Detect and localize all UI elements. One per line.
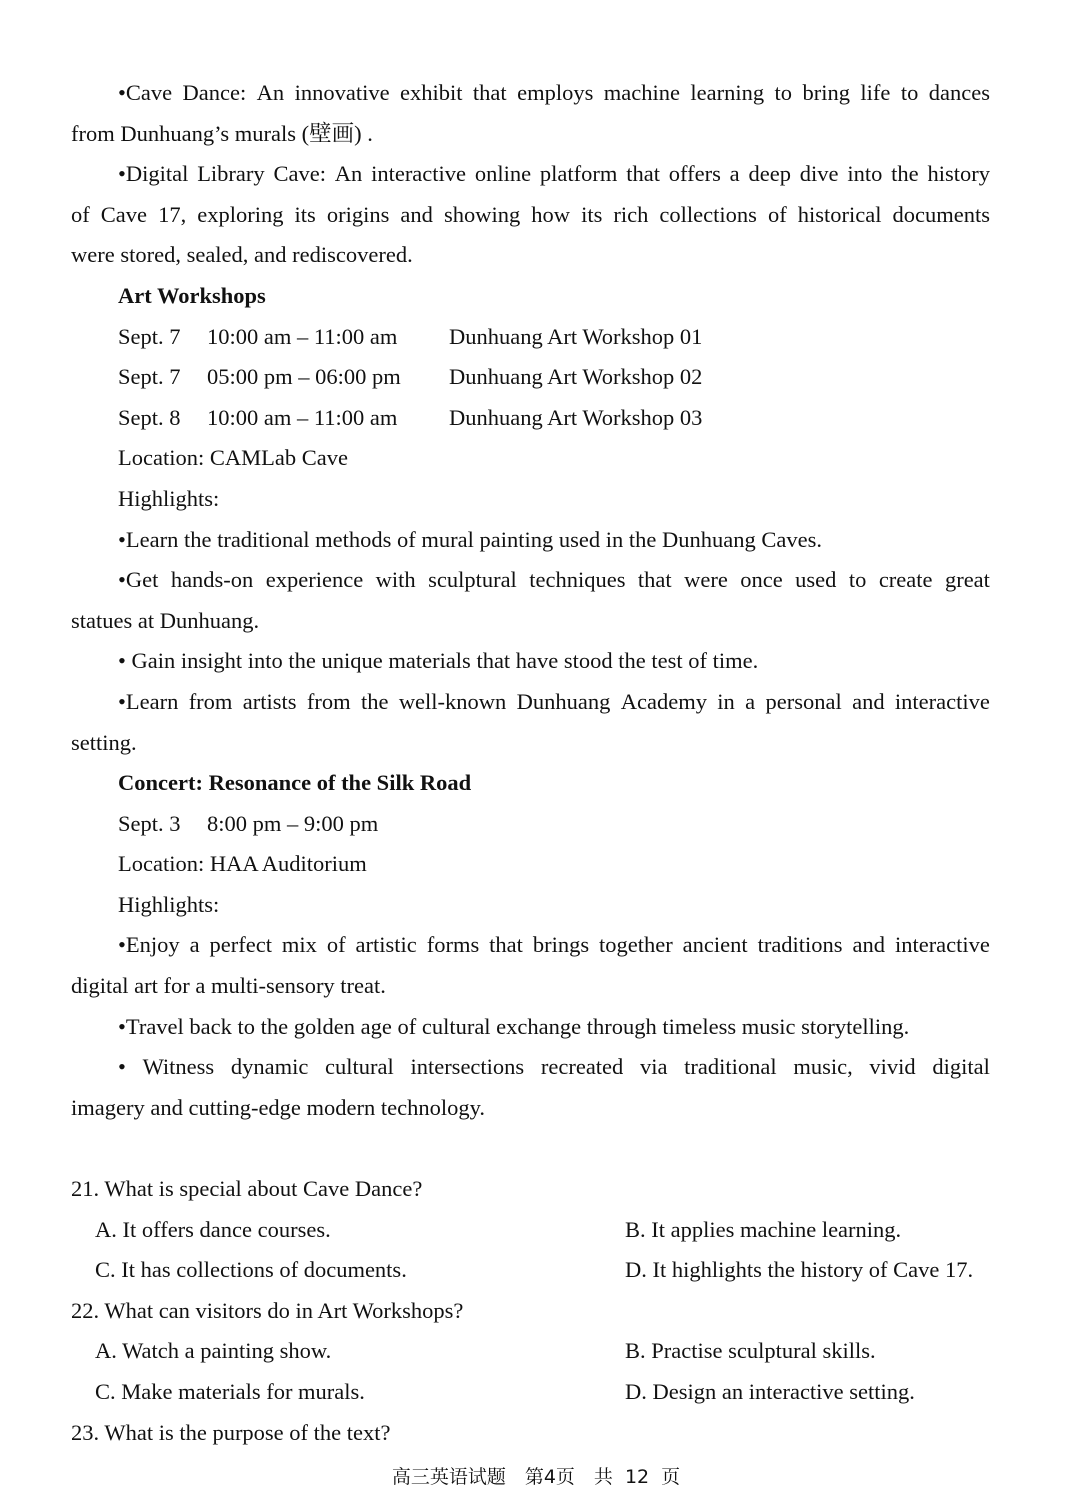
digital-library-line-3: were stored, sealed, and rediscovered. [71, 242, 413, 268]
word: collections [659, 201, 757, 227]
word: • [118, 1054, 126, 1080]
word: documents [892, 201, 990, 227]
schedule-date: Sept. 7 [118, 323, 181, 349]
word: •Get [118, 567, 159, 593]
word: offers [668, 161, 721, 187]
word: mix [281, 932, 317, 958]
word: its [294, 201, 316, 227]
option-c: C. Make materials for murals. [95, 1379, 365, 1404]
word: historical [797, 201, 882, 227]
word: artistic [355, 932, 417, 958]
word: once [740, 567, 783, 593]
word: and [852, 688, 885, 714]
word: traditional [684, 1054, 777, 1080]
word: Library [197, 161, 265, 187]
concert-date: Sept. 3 [118, 810, 181, 836]
schedule-time: 05:00 pm – 06:00 pm [207, 364, 401, 390]
word: deep [748, 161, 791, 187]
option-b: B. Practise sculptural skills. [625, 1338, 876, 1364]
question-23-stem: 23. What is the purpose of the text? [71, 1419, 391, 1445]
word: learning [690, 80, 765, 105]
word: traditions [757, 932, 843, 958]
concert-highlight-1-line-2: digital art for a multi-sensory treat. [71, 973, 386, 999]
concert-title: Concert: Resonance of the Silk Road [118, 770, 472, 796]
word: •Digital [118, 161, 189, 187]
cave-dance-line-2: from Dunhuang’s murals (壁画) . [71, 120, 373, 146]
question-21-options-row-1 [71, 1210, 990, 1251]
workshop-location: Location: CAMLab Cave [118, 445, 348, 471]
word: An [256, 80, 285, 105]
word: digital [932, 1054, 990, 1080]
option-d: D. It highlights the history of Cave 17. [625, 1257, 974, 1283]
word: of [767, 201, 787, 227]
word: from [188, 688, 233, 714]
word: hands-on [170, 567, 254, 593]
word: together [599, 932, 673, 958]
word: interactive [894, 688, 990, 714]
word: its [581, 201, 603, 227]
schedule-name: Dunhuang Art Workshop 01 [449, 323, 703, 349]
word: •Enjoy [118, 932, 180, 958]
word: the [891, 161, 919, 187]
word: showing [443, 201, 521, 227]
word: exhibit [400, 80, 463, 105]
word: Dunhuang [516, 688, 611, 714]
workshop-highlight-4-line-1 [71, 682, 990, 723]
concert-highlight-3-line-1 [71, 1047, 990, 1088]
option-b: B. It applies machine learning. [625, 1216, 902, 1242]
word: An [334, 161, 363, 187]
word: dynamic [230, 1054, 309, 1080]
option-a: A. It offers dance courses. [95, 1216, 331, 1242]
word: ancient [682, 932, 748, 958]
word: used [795, 567, 837, 593]
concert-highlights-label: Highlights: [118, 891, 220, 917]
workshop-highlights-label: Highlights: [118, 485, 220, 511]
word: experience [265, 567, 364, 593]
word: rich [613, 201, 649, 227]
word: •Learn [118, 688, 179, 714]
word: 17, [158, 201, 187, 227]
workshop-highlight-4-line-2: setting. [71, 729, 137, 755]
digital-library-line-2 [71, 195, 990, 236]
word: a [189, 932, 200, 958]
word: into [847, 161, 883, 187]
word: Cave [100, 201, 148, 227]
word: interactive [894, 932, 990, 958]
word: a [745, 688, 756, 714]
option-d: D. Design an interactive setting. [625, 1379, 915, 1404]
concert-location: Location: HAA Auditorium [118, 851, 367, 877]
word: were [684, 567, 728, 593]
word: great [944, 567, 990, 593]
concert-highlight-1-line-1 [71, 925, 990, 966]
word: that [489, 932, 523, 958]
word: create [878, 567, 933, 593]
concert-highlight-2: •Travel back to the golden age of cultural exchange through timeless music storytelling. [118, 1013, 910, 1039]
word: dive [799, 161, 839, 187]
word: Dance: [182, 80, 247, 105]
schedule-row [71, 357, 990, 398]
word: techniques [529, 567, 626, 593]
word: personal [765, 688, 842, 714]
word: to [848, 567, 867, 593]
schedule-date: Sept. 8 [118, 404, 181, 430]
word: that [626, 161, 660, 187]
word: innovative [294, 80, 390, 105]
concert-time: 8:00 pm – 9:00 pm [207, 810, 379, 836]
word: via [639, 1054, 668, 1080]
question-22-options-row-2 [71, 1372, 990, 1413]
page-content [71, 73, 990, 1453]
word: from [306, 688, 351, 714]
word: employs [517, 80, 594, 105]
schedule-row [71, 317, 990, 358]
schedule-time: 10:00 am – 11:00 am [207, 404, 398, 430]
option-a: A. Watch a painting show. [95, 1338, 332, 1364]
word: and [852, 932, 886, 958]
word: of [326, 932, 346, 958]
word: in [717, 688, 735, 714]
word: life [860, 80, 891, 105]
workshop-highlight-3: • Gain insight into the unique materials that have stood the test of time. [118, 648, 759, 674]
schedule-row [71, 398, 990, 439]
word: Witness [142, 1054, 215, 1080]
word: to [900, 80, 919, 105]
question-21-stem: 21. What is special about Cave Dance? [71, 1176, 423, 1202]
word: exploring [197, 201, 284, 227]
word: Cave: [273, 161, 326, 187]
word: and [400, 201, 433, 227]
word: dances [928, 80, 990, 105]
word: brings [532, 932, 590, 958]
concert-highlight-3-line-2: imagery and cutting-edge modern technology. [71, 1094, 486, 1120]
question-22-stem: 22. What can visitors do in Art Workshops? [71, 1297, 464, 1323]
schedule-date: Sept. 7 [118, 364, 181, 390]
word: the [360, 688, 389, 714]
digital-library-line-1 [71, 154, 990, 195]
word: forms [426, 932, 480, 958]
word: intersections [410, 1054, 525, 1080]
word: perfect [209, 932, 272, 958]
word: •Cave [118, 80, 173, 105]
word: of [71, 201, 90, 227]
word: bring [802, 80, 850, 105]
word: recreated [540, 1054, 624, 1080]
word: that [637, 567, 672, 593]
workshop-highlight-2-line-2: statues at Dunhuang. [71, 607, 260, 633]
word: machine [603, 80, 680, 105]
question-22-options-row-1 [71, 1331, 990, 1372]
word: to [774, 80, 793, 105]
word: artists [242, 688, 297, 714]
question-21-options-row-2 [71, 1250, 990, 1291]
word: interactive [371, 161, 467, 187]
schedule-time: 10:00 am – 11:00 am [207, 323, 398, 349]
workshop-highlight-1: •Learn the traditional methods of mural painting used in the Dunhuang Caves. [118, 526, 822, 552]
workshop-highlight-2-line-1 [71, 560, 990, 601]
option-c: C. It has collections of documents. [95, 1257, 407, 1283]
schedule-name: Dunhuang Art Workshop 02 [449, 364, 703, 390]
word: how [531, 201, 571, 227]
art-workshops-title: Art Workshops [118, 282, 266, 308]
schedule-name: Dunhuang Art Workshop 03 [449, 404, 703, 430]
word: Academy [620, 688, 707, 714]
word: origins [326, 201, 390, 227]
word: cultural [325, 1054, 394, 1080]
concert-schedule [71, 804, 990, 845]
section-spacer [71, 1128, 990, 1169]
word: a [729, 161, 740, 187]
word: with [375, 567, 416, 593]
cave-dance-line-1 [71, 73, 990, 114]
word: well-known [398, 688, 507, 714]
word: that [472, 80, 507, 105]
page-footer: 高三英语试题 第4页 共 12 页 [391, 1466, 681, 1488]
word: music, [793, 1054, 853, 1080]
word: history [927, 161, 990, 187]
word: sculptural [428, 567, 517, 593]
word: online [474, 161, 532, 187]
word: platform [539, 161, 618, 187]
word: vivid [869, 1054, 916, 1080]
